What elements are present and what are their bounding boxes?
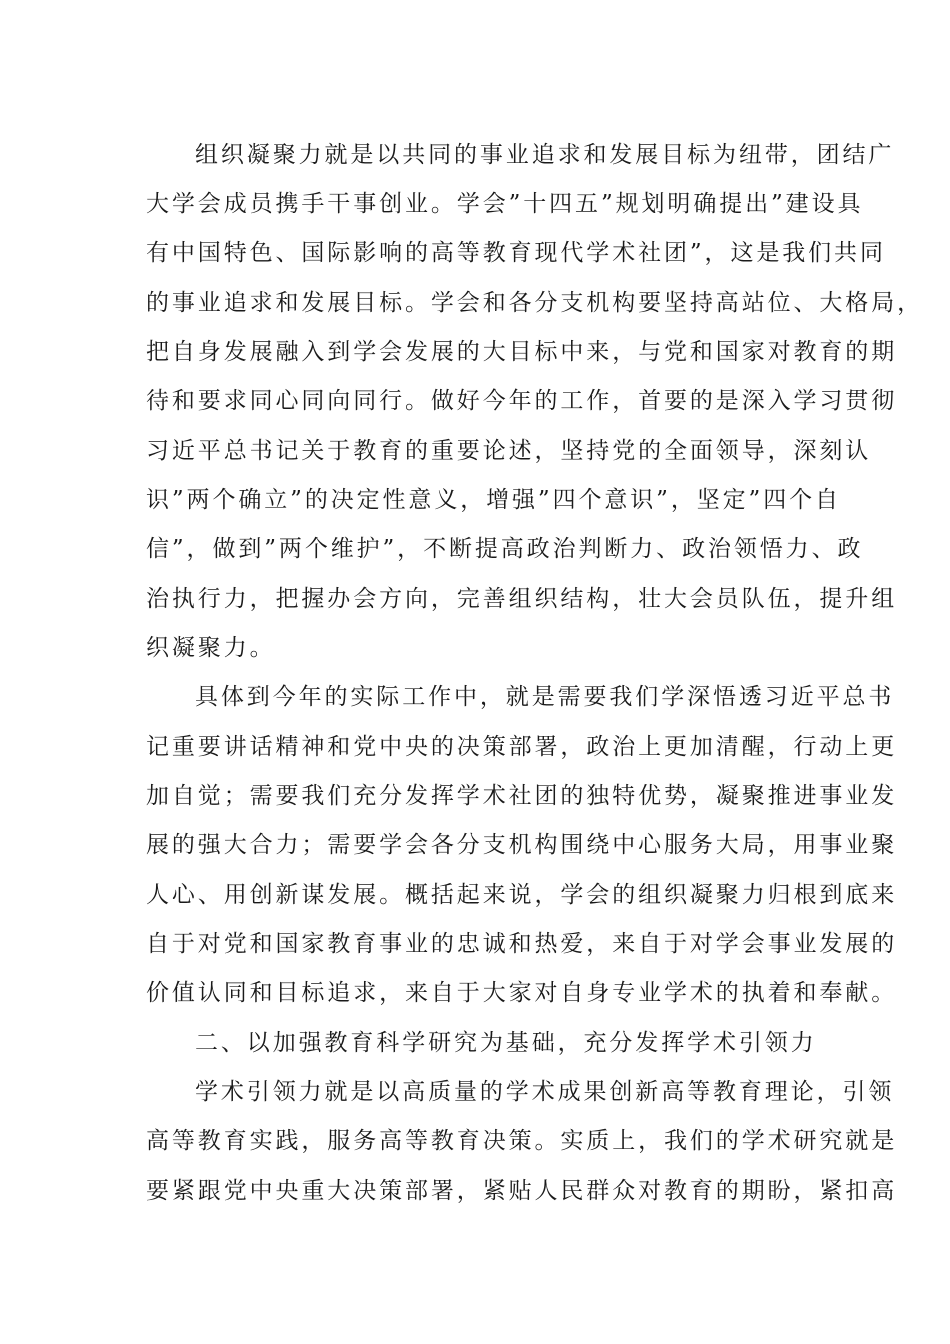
paragraph-3-line-3: 要紧跟党中央重大决策部署，紧贴人民群众对教育的期盼，紧扣高 [146, 1178, 898, 1204]
paragraph-1-line-6: 待和要求同心同向同行。做好今年的工作，首要的是深入学习贯彻 [146, 388, 898, 414]
paragraph-2-line-5: 人心、用创新谋发展。概括起来说，学会的组织凝聚力归根到底来 [146, 882, 898, 908]
paragraph-3-line-2: 高等教育实践，服务高等教育决策。实质上，我们的学术研究就是 [146, 1128, 898, 1154]
paragraph-1-line-8: 识”两个确立”的决定性意义，增强”四个意识”，坚定”四个自 [146, 487, 841, 513]
paragraph-2-line-4: 展的强大合力；需要学会各分支机构围绕中心服务大局，用事业聚 [146, 832, 898, 858]
paragraph-1-line-10: 治执行力，把握办会方向，完善组织结构，壮大会员队伍，提升组 [146, 586, 898, 612]
paragraph-1-line-2: 大学会成员携手干事创业。学会”十四五”规划明确提出”建设具 [146, 191, 864, 217]
paragraph-1-line-1: 组织凝聚力就是以共同的事业追求和发展目标为纽带，团结广 [195, 142, 895, 168]
paragraph-2-line-3: 加自觉；需要我们充分发挥学术社团的独特优势，凝聚推进事业发 [146, 783, 898, 809]
paragraph-1-line-5: 把自身发展融入到学会发展的大目标中来，与党和国家对教育的期 [146, 339, 898, 365]
paragraph-2-line-2: 记重要讲话精神和党中央的决策部署，政治上更加清醒，行动上更 [146, 734, 898, 760]
section-heading: 二、以加强教育科学研究为基础，充分发挥学术引领力 [195, 1030, 817, 1056]
paragraph-1-line-3: 有中国特色、国际影响的高等教育现代学术社团”，这是我们共同 [146, 240, 886, 266]
paragraph-1-line-4: 的事业追求和发展目标。学会和各分支机构要坚持高站位、大格局， [146, 290, 923, 316]
paragraph-2-line-7: 价值认同和目标追求，来自于大家对自身专业学术的执着和奉献。 [146, 980, 898, 1006]
paragraph-1-line-7: 习近平总书记关于教育的重要论述，坚持党的全面领导，深刻认 [146, 438, 872, 464]
paragraph-1-line-11: 织凝聚力。 [146, 635, 276, 661]
paragraph-2-line-6: 自于对党和国家教育事业的忠诚和热爱，来自于对学会事业发展的 [146, 931, 898, 957]
paragraph-3-line-1: 学术引领力就是以高质量的学术成果创新高等教育理论，引领 [195, 1079, 895, 1105]
paragraph-2-line-1: 具体到今年的实际工作中，就是需要我们学深悟透习近平总书 [195, 684, 895, 710]
paragraph-1-line-9: 信”，做到”两个维护”，不断提高政治判断力、政治领悟力、政 [146, 536, 864, 562]
